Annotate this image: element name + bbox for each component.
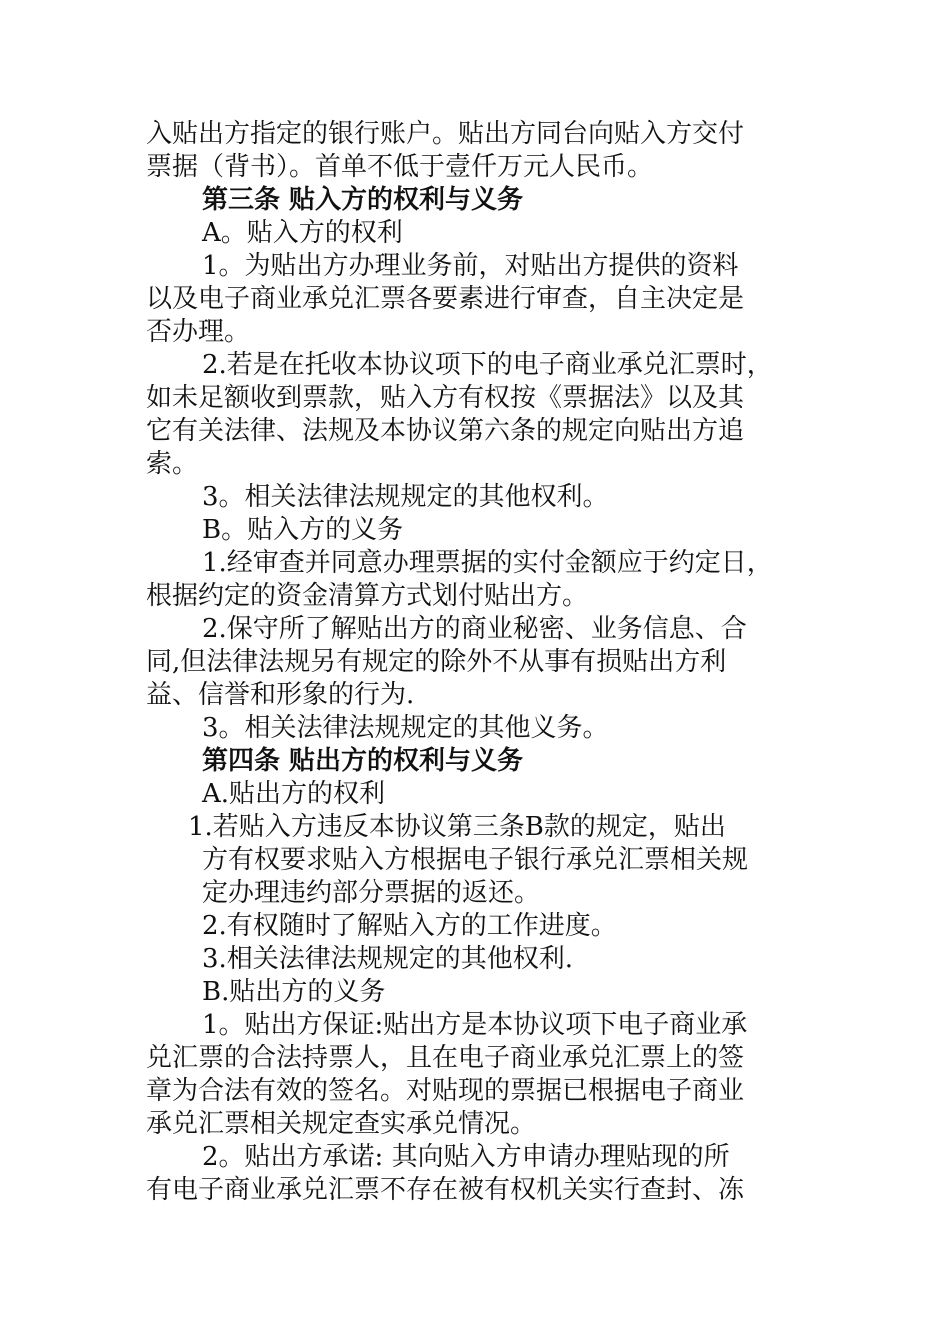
text-line: 1.若贴入方违反本协议第三条B款的规定，贴出 xyxy=(188,812,726,842)
text-line: 同,但法律法规另有规定的除外不从事有损贴出方利 xyxy=(146,647,727,677)
text-line: 1。贴出方保证:贴出方是本协议项下电子商业承 xyxy=(202,1010,748,1040)
text-line: 2。贴出方承诺: 其向贴入方申请办理贴现的所 xyxy=(202,1142,730,1172)
text-line: 入贴出方指定的银行账户。贴出方同台向贴入方交付 xyxy=(146,119,745,149)
text-line: 2.有权随时了解贴入方的工作进度。 xyxy=(202,911,617,941)
text-line: 方有权要求贴入方根据电子银行承兑汇票相关规 xyxy=(202,845,749,875)
text-line: 以及电子商业承兑汇票各要素进行审查，自主决定是 xyxy=(146,284,745,314)
text-line: 定办理违约部分票据的返还。 xyxy=(202,878,541,908)
text-line: 承兑汇票相关规定查实承兑情况。 xyxy=(146,1109,537,1139)
article-heading-4: 第四条 贴出方的权利与义务 xyxy=(202,746,524,776)
text-line: 1.经审查并同意办理票据的实付金额应于约定日， xyxy=(202,548,773,578)
article-heading-3: 第三条 贴入方的权利与义务 xyxy=(202,185,524,215)
text-line: 如未足额收到票款，贴入方有权按《票据法》以及其 xyxy=(146,383,745,413)
text-line: 否办理。 xyxy=(146,317,251,347)
text-line: 章为合法有效的签名。对贴现的票据已根据电子商业 xyxy=(146,1076,745,1106)
subsection-heading: A.贴出方的权利 xyxy=(202,779,386,809)
subsection-heading: A。贴入方的权利 xyxy=(202,218,403,248)
text-line: 兑汇票的合法持票人，且在电子商业承兑汇票上的签 xyxy=(146,1043,745,1073)
text-line: 1。为贴出方办理业务前，对贴出方提供的资料 xyxy=(202,251,739,281)
text-line: 它有关法律、法规及本协议第六条的规定向贴出方追 xyxy=(146,416,745,446)
text-line: 2.若是在托收本协议项下的电子商业承兑汇票时， xyxy=(202,350,773,380)
text-line: 票据（背书）。首单不低于壹仟万元人民币。 xyxy=(146,152,654,182)
text-line: 3。相关法律法规规定的其他义务。 xyxy=(202,713,609,743)
subsection-heading: B。贴入方的义务 xyxy=(202,515,404,545)
text-line: 3.相关法律法规规定的其他权利. xyxy=(202,944,574,974)
text-line: 根据约定的资金清算方式划付贴出方。 xyxy=(146,581,589,611)
document-body xyxy=(146,118,826,1207)
text-line: 索。 xyxy=(146,449,199,479)
text-line: 3。相关法律法规规定的其他权利。 xyxy=(202,482,609,512)
text-line: 有电子商业承兑汇票不存在被有权机关实行查封、冻 xyxy=(146,1175,745,1205)
text-line: 2.保守所了解贴出方的商业秘密、业务信息、合 xyxy=(202,614,747,644)
text-line: 益、信誉和形象的行为. xyxy=(146,680,415,710)
subsection-heading: B.贴出方的义务 xyxy=(202,977,386,1007)
